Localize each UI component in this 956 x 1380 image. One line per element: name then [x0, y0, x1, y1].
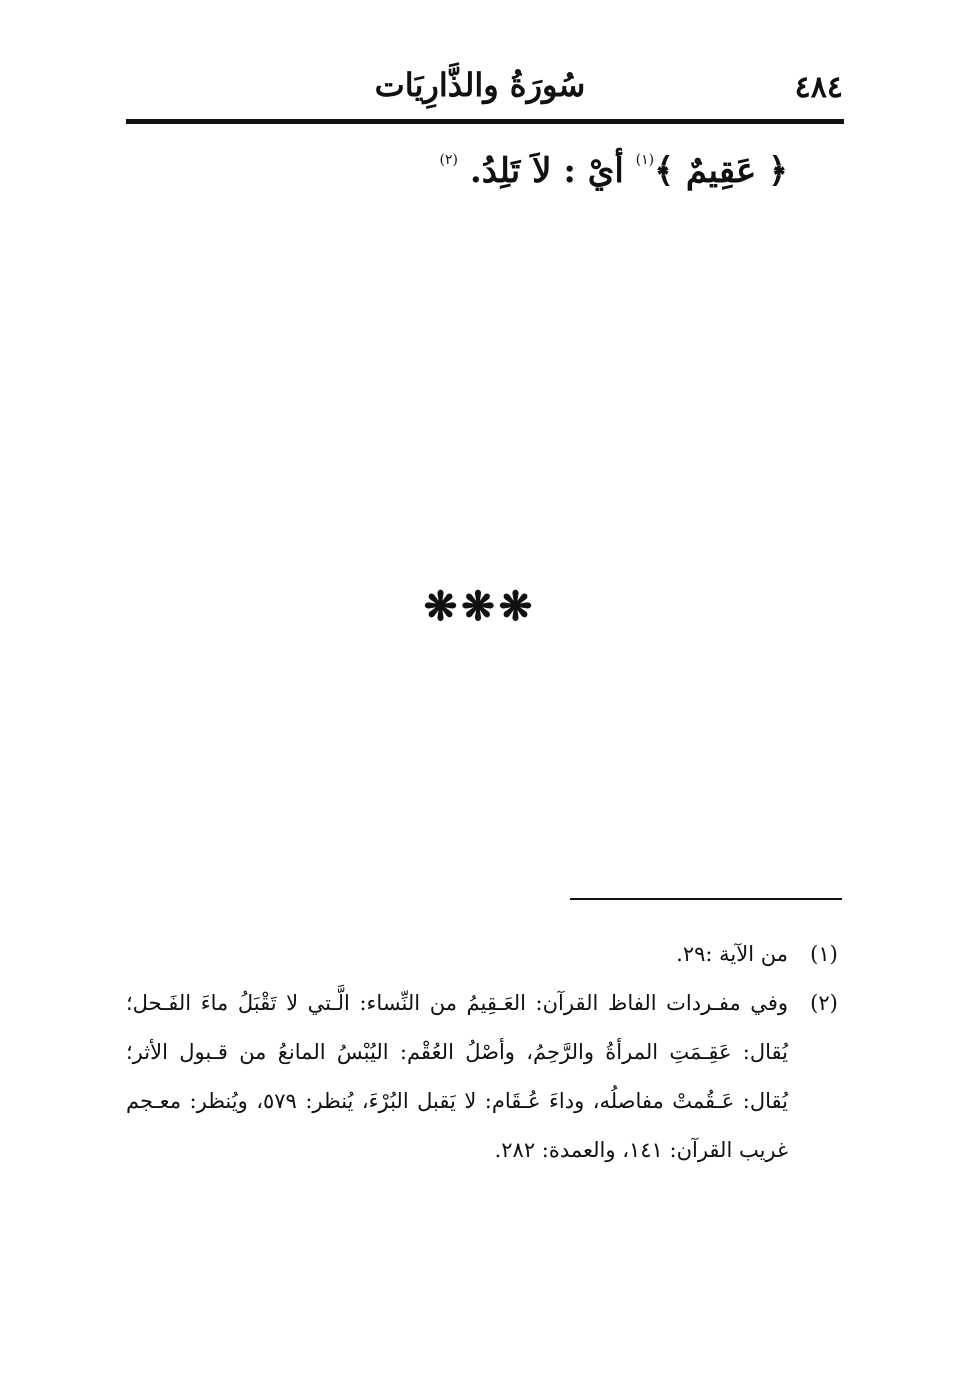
running-title: سُورَةُ والذَّارِيَات	[374, 66, 586, 104]
footnote-2	[126, 979, 844, 1175]
page-number: ٤٨٤	[794, 70, 843, 105]
footnotes	[126, 930, 844, 1175]
quranic-word: ﴿ عَقِيمٌ ﴾	[654, 151, 788, 191]
section-separator: ❋❋❋	[423, 583, 537, 630]
header-rule	[126, 119, 844, 124]
footnote-text: وفي مفـردات الفاظ القرآن: العَـقِيمُ من النِّساء: الَّـتي لا تَقْبَلُ ماءَ الفَـحل؛ يُقال: عَقِـمَتِ المرأةُ والرَّحِمُ، وأصْلُ العُقْم: اليُبْسُ المانعُ من قـبول الأثر؛ يُقال: عَـقُمتْ مفاصلُه، وداءَ عُـقَام: لا يَقبل البُرْءَ، يُنظر: ٥٧٩، ويُنظر: معـجم غريب القرآن: ١٤١، والعمدة: ٢٨٢.	[126, 991, 788, 1162]
footnote-1	[126, 930, 844, 979]
footnote-text: من الآية :٢٩.	[676, 942, 788, 966]
footnote-rule	[570, 898, 842, 900]
footnote-number: (٢)	[810, 991, 838, 1015]
footnote-ref-2: (٢)	[439, 152, 459, 168]
footnote-ref-1: (١)	[635, 152, 655, 168]
footnote-number: (١)	[810, 942, 838, 966]
main-text-line	[300, 150, 788, 191]
gloss-text: أيْ : لاَ تَلِدُ.	[469, 151, 624, 191]
